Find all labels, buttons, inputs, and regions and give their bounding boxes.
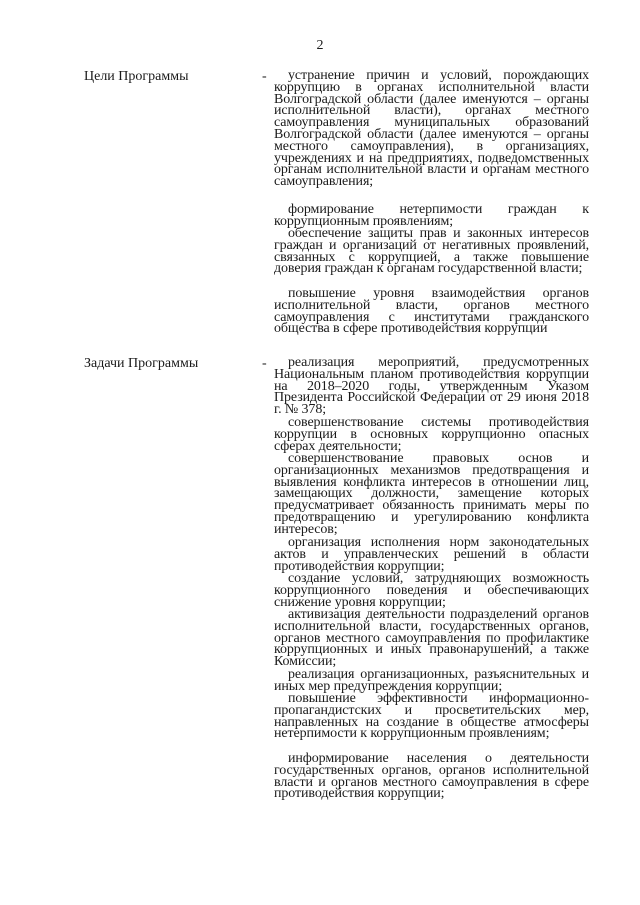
task-item: активизация деятельности подразделений органов исполнительной власти, государственных органов, органов местного самоуправления по профилактике коррупционных и иных правонарушений, а также Комиссии; [274,607,589,670]
task-item: создание условий, затрудняющих возможность коррупционного поведения и обеспечивающих снижение уровня коррупции; [274,571,589,610]
goals-dash: - [262,69,267,84]
tasks-dash: - [262,356,267,371]
tasks-label: Задачи Программы [84,356,199,371]
task-item: совершенствование системы противодействия коррупции в основных коррупционно опасных сферах деятельности; [274,415,589,454]
goal-item: обеспечение защиты прав и законных интересов граждан и организаций от негативных проявлений, связанных с коррупцией, а также повышение доверия граждан к органам государственной власти; [274,226,589,277]
task-item: организация исполнения норм законодательных актов и управленческих решений в области противодействия коррупции; [274,535,589,574]
goals-list [274,70,589,336]
task-item: реализация организационных, разъяснительных и иных мер предупреждения коррупции; [274,667,589,694]
tasks-list [274,357,589,801]
task-item: реализация мероприятий, предусмотренных Национальным планом противодействия коррупции на 2018–2020 годы, утвержденным Указом Президента Российской Федерации от 29 июня 2018 г. № 378; [274,355,589,418]
task-item: информирование населения о деятельности государственных органов, органов исполнительной власти и органов местного самоуправления в сфере противодействия коррупции; [274,751,589,802]
page-number: 2 [316,38,324,53]
task-item: повышение эффективности информационно-пропагандистских и просветительских мер, направленных на создание в обществе атмосферы нетерпимости к коррупционным проявлениям; [274,691,589,742]
goal-item: формирование нетерпимости граждан к коррупционным проявлениям; [274,202,589,229]
goals-label: Цели Программы [84,69,189,84]
goal-item: повышение уровня взаимодействия органов исполнительной власти, органов местного самоуправления с институтами гражданского общества в сфере противодействия коррупции [274,286,589,337]
goal-item: устранение причин и условий, порождающих коррупцию в органах исполнительной власти Волгоградской области (далее именуются – органы исполнительной власти), органах местного самоуправления муниципальных образований Волгоградской области (далее именуются – органы местного самоуправления), в организациях, учреждениях и на предприятиях, подведомственных органам исполнительной власти и органам местного самоуправления; [274,68,589,190]
task-item: совершенствование правовых основ и организационных механизмов предотвращения и выявления конфликта интересов в отношении лиц, замещающих должности, замещение которых предусматривает обязанность принимать меры по предотвращению и урегулированию конфликта интересов; [274,451,589,537]
